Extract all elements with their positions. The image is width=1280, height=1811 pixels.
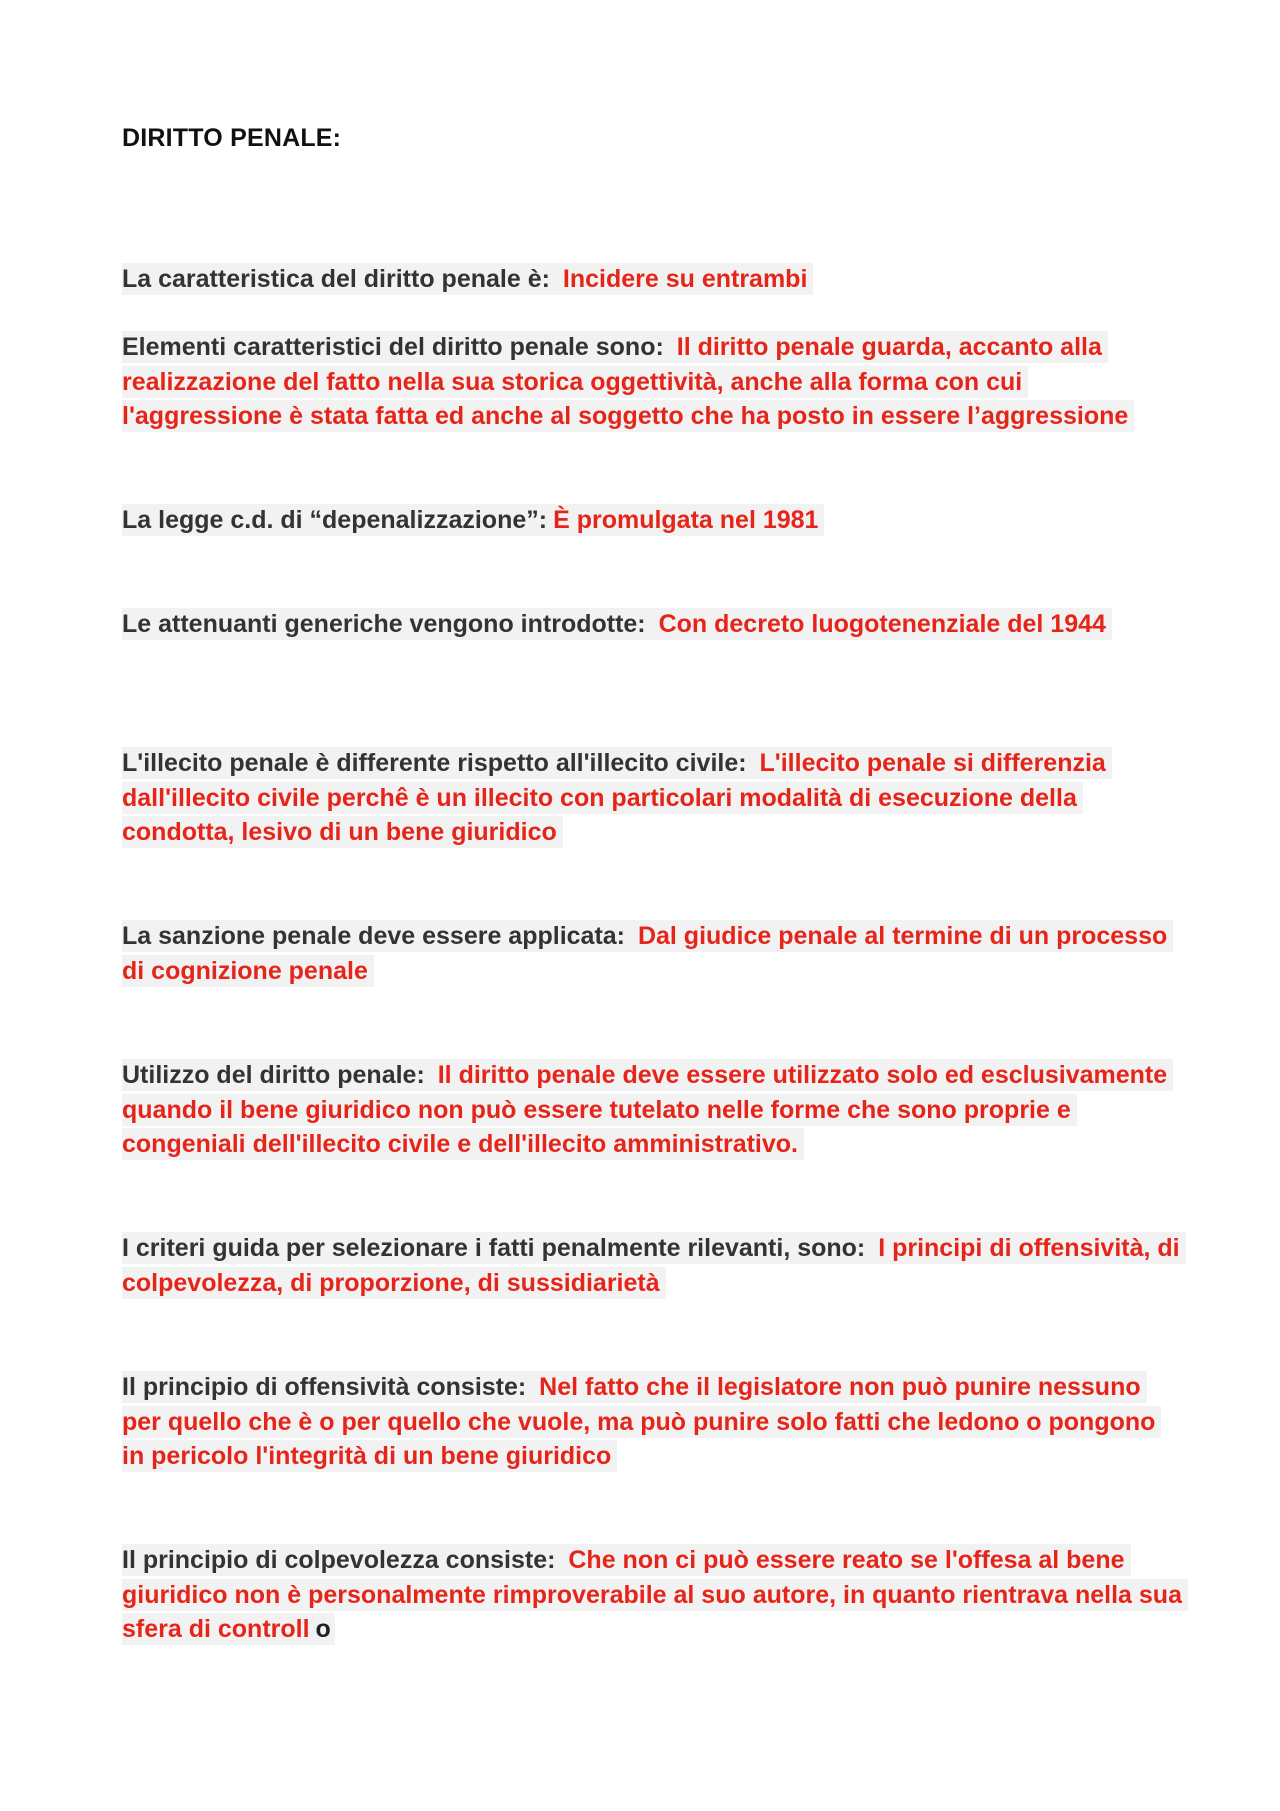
qa-item-7 (122, 1058, 1182, 1162)
question-text: Il principio di offensività consiste: (122, 1371, 539, 1403)
qa-item-6 (122, 919, 1182, 988)
qa-item-5 (122, 746, 1182, 850)
question-text: La caratteristica del diritto penale è: (122, 263, 563, 295)
qa-item-2 (122, 330, 1182, 434)
page-title: DIRITTO PENALE: (122, 124, 342, 152)
answer-text: Il diritto penale deve essere utilizzato solo ed esclusivamente quando il bene giuridico non può essere tutelato nelle forme che sono proprie e congeniali dell'illecito civile e dell'illecito amministrativo. (122, 1059, 1173, 1160)
question-text: La legge c.d. di “depenalizzazione”: (122, 504, 553, 536)
question-text: L'illecito penale è differente rispetto all'illecito civile: (122, 747, 760, 779)
answer-text: Nel fatto che il legislatore non può punire nessuno per quello che è o per quello che vuole, ma può punire solo fatti che ledono o pongono in pericolo l'integrità di un bene giuridico (122, 1371, 1161, 1472)
answer-text: Il diritto penale guarda, accanto alla realizzazione del fatto nella sua storica oggettività, anche alla forma con cui l'aggressione è stata fatta ed anche al soggetto che ha posto in essere l’aggressione (122, 331, 1134, 432)
qa-item-9 (122, 1370, 1182, 1474)
answer-text: È promulgata nel 1981 (553, 504, 824, 536)
answer-text: L'illecito penale si differenzia dall'illecito civile perchê è un illecito con particolari modalità di esecuzione della condotta, lesivo di un bene giuridico (122, 747, 1112, 848)
question-text: La sanzione penale deve essere applicata: (122, 920, 638, 952)
question-text: Utilizzo del diritto penale: (122, 1059, 438, 1091)
qa-item-8 (122, 1231, 1182, 1300)
answer-text: Incidere su entrambi (563, 263, 814, 295)
answer-text: Dal giudice penale al termine di un processo di cognizione penale (122, 920, 1173, 987)
qa-item-10 (122, 1543, 1182, 1647)
question-text: Elementi caratteristici del diritto penale sono: (122, 331, 677, 363)
qa-item-3 (122, 503, 1182, 538)
question-text: Le attenuanti generiche vengono introdotte: (122, 608, 659, 640)
question-text: I criteri guida per selezionare i fatti penalmente rilevanti, sono: (122, 1232, 878, 1264)
answer-text: I principi di offensività, di colpevolezza, di proporzione, di sussidiarietà (122, 1232, 1186, 1299)
qa-item-1 (122, 262, 1182, 297)
answer-tail-text: o (316, 1613, 335, 1645)
question-text: Il principio di colpevolezza consiste: (122, 1544, 568, 1576)
qa-item-4 (122, 607, 1182, 642)
answer-text: Che non ci può essere reato se l'offesa al bene giuridico non è personalmente rimproverabile al suo autore, in quanto rientrava nella sua sfera di controll (122, 1544, 1188, 1645)
answer-text: Con decreto luogotenenziale del 1944 (659, 608, 1112, 640)
